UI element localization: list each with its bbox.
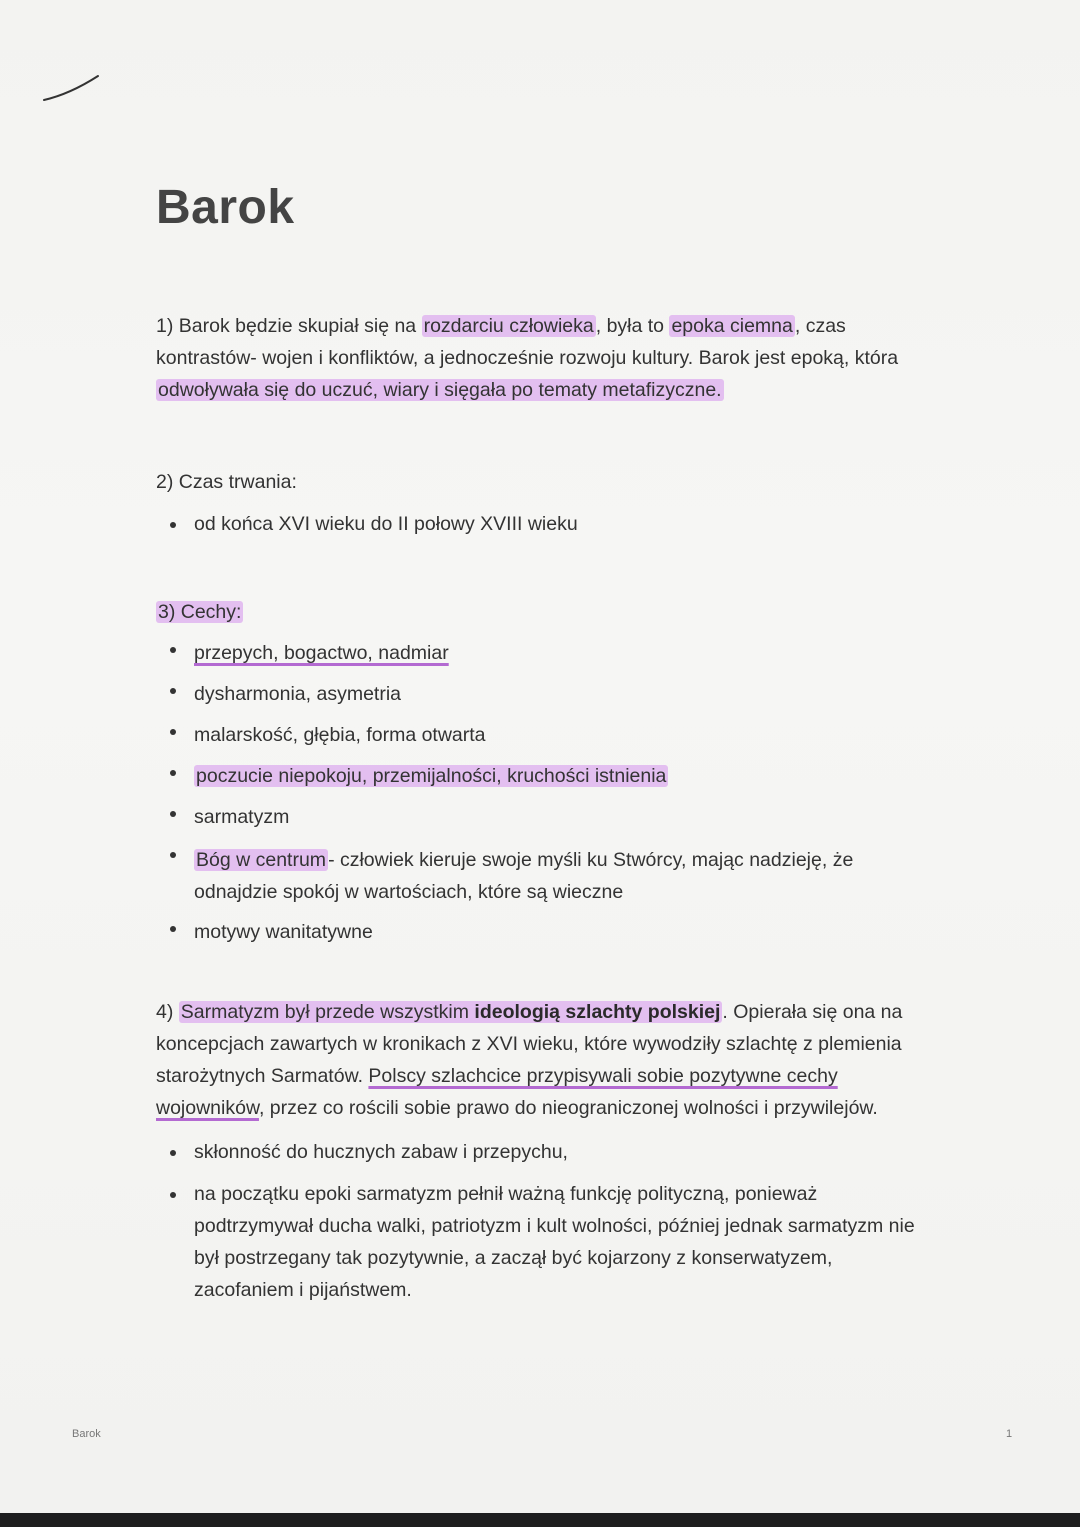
footer-title: Barok <box>72 1428 101 1440</box>
section-3 <box>156 592 926 953</box>
section-1 <box>156 310 926 406</box>
list-item: malarskość, głębia, forma otwarta <box>156 715 926 756</box>
section-4-list <box>156 1136 926 1306</box>
page-number: 1 <box>1006 1428 1013 1440</box>
section-1-paragraph: 1) Barok będzie skupiał się na rozdarciu człowieka , była to epoka ciemna , czas kontrastów- wojen i konfliktów, a jednocześnie rozwoju kultury. Barok jest epoką, która odwoływała się do uczuć, wiary i sięgała po tematy metafizyczne. <box>156 315 899 401</box>
highlight-rozdarciu: rozdarciu człowieka <box>423 315 594 337</box>
list-item: przepych, bogactwo, nadmiar <box>156 633 926 674</box>
list-item: od końca XVI wieku do II połowy XVIII wieku <box>156 508 926 540</box>
pen-mark <box>40 72 110 112</box>
section-3-list <box>156 633 926 953</box>
list-item: motywy wanitatywne <box>156 912 926 953</box>
list-item: poczucie niepokoju, przemijalności, kruchości istnienia <box>156 756 926 797</box>
bottom-edge <box>0 1513 1080 1527</box>
list-item: na początku epoki sarmatyzm pełnił ważną funkcję polityczną, ponieważ podtrzymywał ducha walki, patriotyzm i kult wolności, później jednak sarmatyzm nie był postrzegany tak pozytywnie, a zaczął być kojarzony z konserwatyzem, zacofaniem i pijaństwem. <box>156 1178 926 1306</box>
section-4 <box>156 996 926 1306</box>
list-item: dysharmonia, asymetria <box>156 674 926 715</box>
list-item: sarmatyzm <box>156 797 926 838</box>
list-item: skłonność do hucznych zabaw i przepychu, <box>156 1136 926 1168</box>
section-4-paragraph: 4) Sarmatyzm był przede wszystkim ideologią szlachty polskiej . Opierała się ona na koncepcjach zawartych w kronikach z XVI wieku, które wywodziły szlachtę z plemienia starożytnych Sarmatów. Polscy szlachcice przypisywali sobie pozytywne cechy wojowników, przez co rościli sobie prawo do nieograniczonej wolności i przywilejów. <box>156 1001 903 1119</box>
highlight-epoka-ciemna: epoka ciemna <box>671 315 793 337</box>
section-2-list <box>156 508 926 540</box>
section-2 <box>156 466 926 540</box>
highlight-uczuc: odwoływała się do uczuć, wiary i sięgała po tematy metafizyczne. <box>158 379 722 401</box>
page-title: Barok <box>156 181 295 234</box>
section-2-heading: 2) Czas trwania: <box>156 471 297 493</box>
section-3-heading: 3) Cechy: <box>158 601 242 623</box>
list-item: Bóg w centrum - człowiek kieruje swoje myśli ku Stwórcy, mając nadzieję, że odnajdzie spokój w wartościach, które są wieczne <box>156 838 926 912</box>
underline-polscy-szlachcice: Polscy szlachcice przypisywali sobie pozytywne cechy wojowników <box>156 1065 838 1119</box>
